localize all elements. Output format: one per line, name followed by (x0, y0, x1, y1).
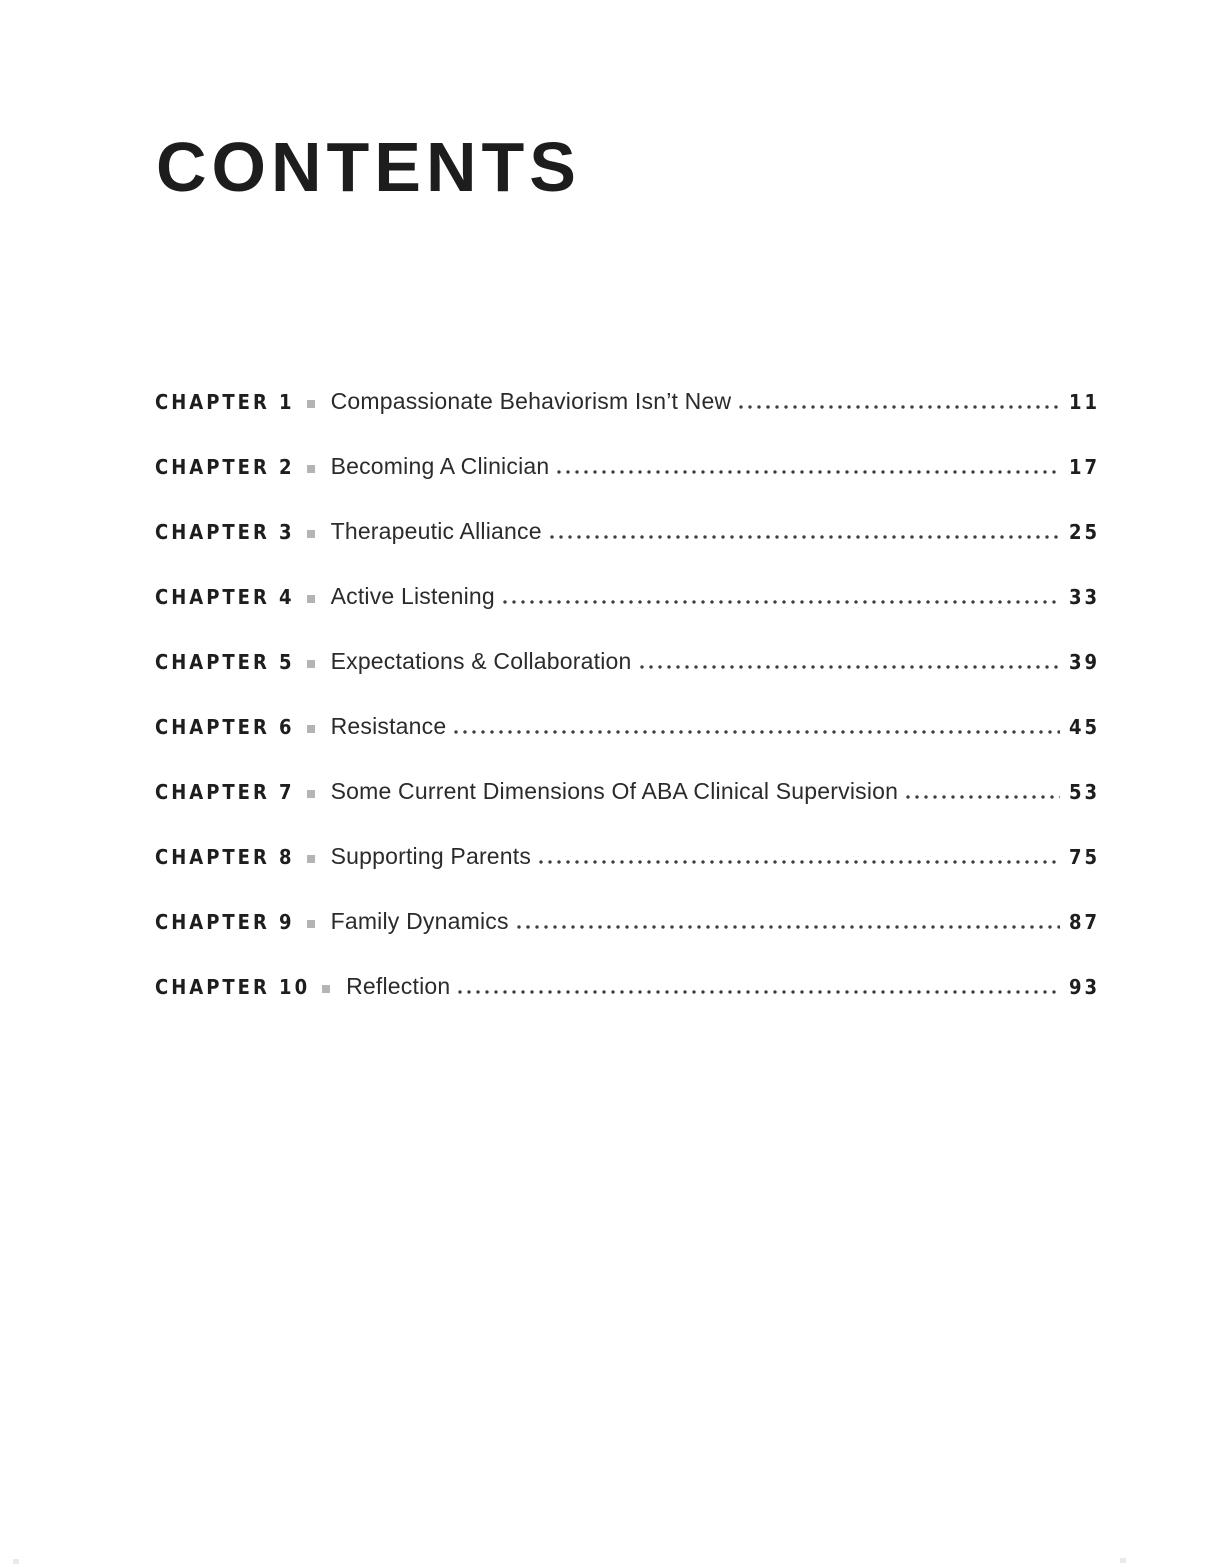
toc-entry (155, 648, 1100, 676)
dotted-leader (503, 600, 1060, 604)
chapter-label: CHAPTER 9 (155, 910, 295, 934)
chapter-title: Family Dynamics (330, 908, 509, 934)
chapter-label: CHAPTER 1 (155, 390, 295, 414)
page-number: 45 (1068, 715, 1100, 739)
chapter-label: CHAPTER 8 (155, 845, 295, 869)
toc-entry (155, 908, 1100, 936)
bullet-square-icon (307, 725, 315, 733)
page-number: 87 (1068, 910, 1100, 934)
chapter-label: CHAPTER 6 (155, 715, 295, 739)
toc-entry (155, 843, 1100, 871)
dotted-leader (454, 730, 1060, 734)
chapter-label: CHAPTER 4 (155, 585, 295, 609)
page-number: 17 (1068, 455, 1100, 479)
chapter-label: CHAPTER 5 (155, 650, 295, 674)
toc-entry (155, 778, 1100, 806)
toc-entry (155, 518, 1100, 546)
dotted-leader (517, 925, 1060, 929)
chapter-title: Becoming A Clinician (330, 453, 550, 479)
chapter-title: Expectations & Collaboration (330, 648, 632, 674)
dotted-leader (550, 535, 1060, 539)
toc-entry (155, 583, 1100, 611)
toc-entry (155, 713, 1100, 741)
page-number: 75 (1068, 845, 1100, 869)
bullet-square-icon (307, 790, 315, 798)
bullet-square-icon (307, 595, 315, 603)
bullet-square-icon (307, 465, 315, 473)
bullet-square-icon (307, 530, 315, 538)
dotted-leader (539, 860, 1060, 864)
chapter-title: Supporting Parents (330, 843, 532, 869)
chapter-title: Therapeutic Alliance (330, 518, 542, 544)
chapter-title: Resistance (330, 713, 447, 739)
bullet-square-icon (307, 855, 315, 863)
dotted-leader (640, 665, 1060, 669)
bullet-square-icon (307, 400, 315, 408)
page-number: 53 (1068, 780, 1100, 804)
dotted-leader (739, 405, 1060, 409)
chapter-label: CHAPTER 2 (155, 455, 295, 479)
page-number: 25 (1068, 520, 1100, 544)
bullet-square-icon (307, 660, 315, 668)
chapter-label: CHAPTER 7 (155, 780, 295, 804)
chapter-title: Reflection (346, 973, 451, 999)
toc-entry (155, 388, 1100, 416)
toc-entry (155, 973, 1100, 1001)
dotted-leader (458, 990, 1060, 994)
bullet-square-icon (307, 920, 315, 928)
page-number: 33 (1068, 585, 1100, 609)
chapter-label: CHAPTER 10 (155, 975, 311, 999)
page-title: CONTENTS (156, 128, 581, 206)
chapter-title: Active Listening (330, 583, 495, 609)
chapter-title: Some Current Dimensions Of ABA Clinical Supervision (330, 778, 899, 804)
page-number: 93 (1068, 975, 1100, 999)
scan-artifact-right (1120, 1558, 1126, 1563)
chapter-label: CHAPTER 3 (155, 520, 295, 544)
page-number: 39 (1068, 650, 1100, 674)
page-number: 11 (1068, 390, 1100, 414)
dotted-leader (906, 795, 1060, 799)
toc-entry (155, 453, 1100, 481)
dotted-leader (557, 470, 1060, 474)
chapter-title: Compassionate Behaviorism Isn’t New (330, 388, 732, 414)
toc-list (0, 388, 1214, 1001)
scan-artifact-left (13, 1559, 19, 1564)
bullet-square-icon (322, 985, 330, 993)
